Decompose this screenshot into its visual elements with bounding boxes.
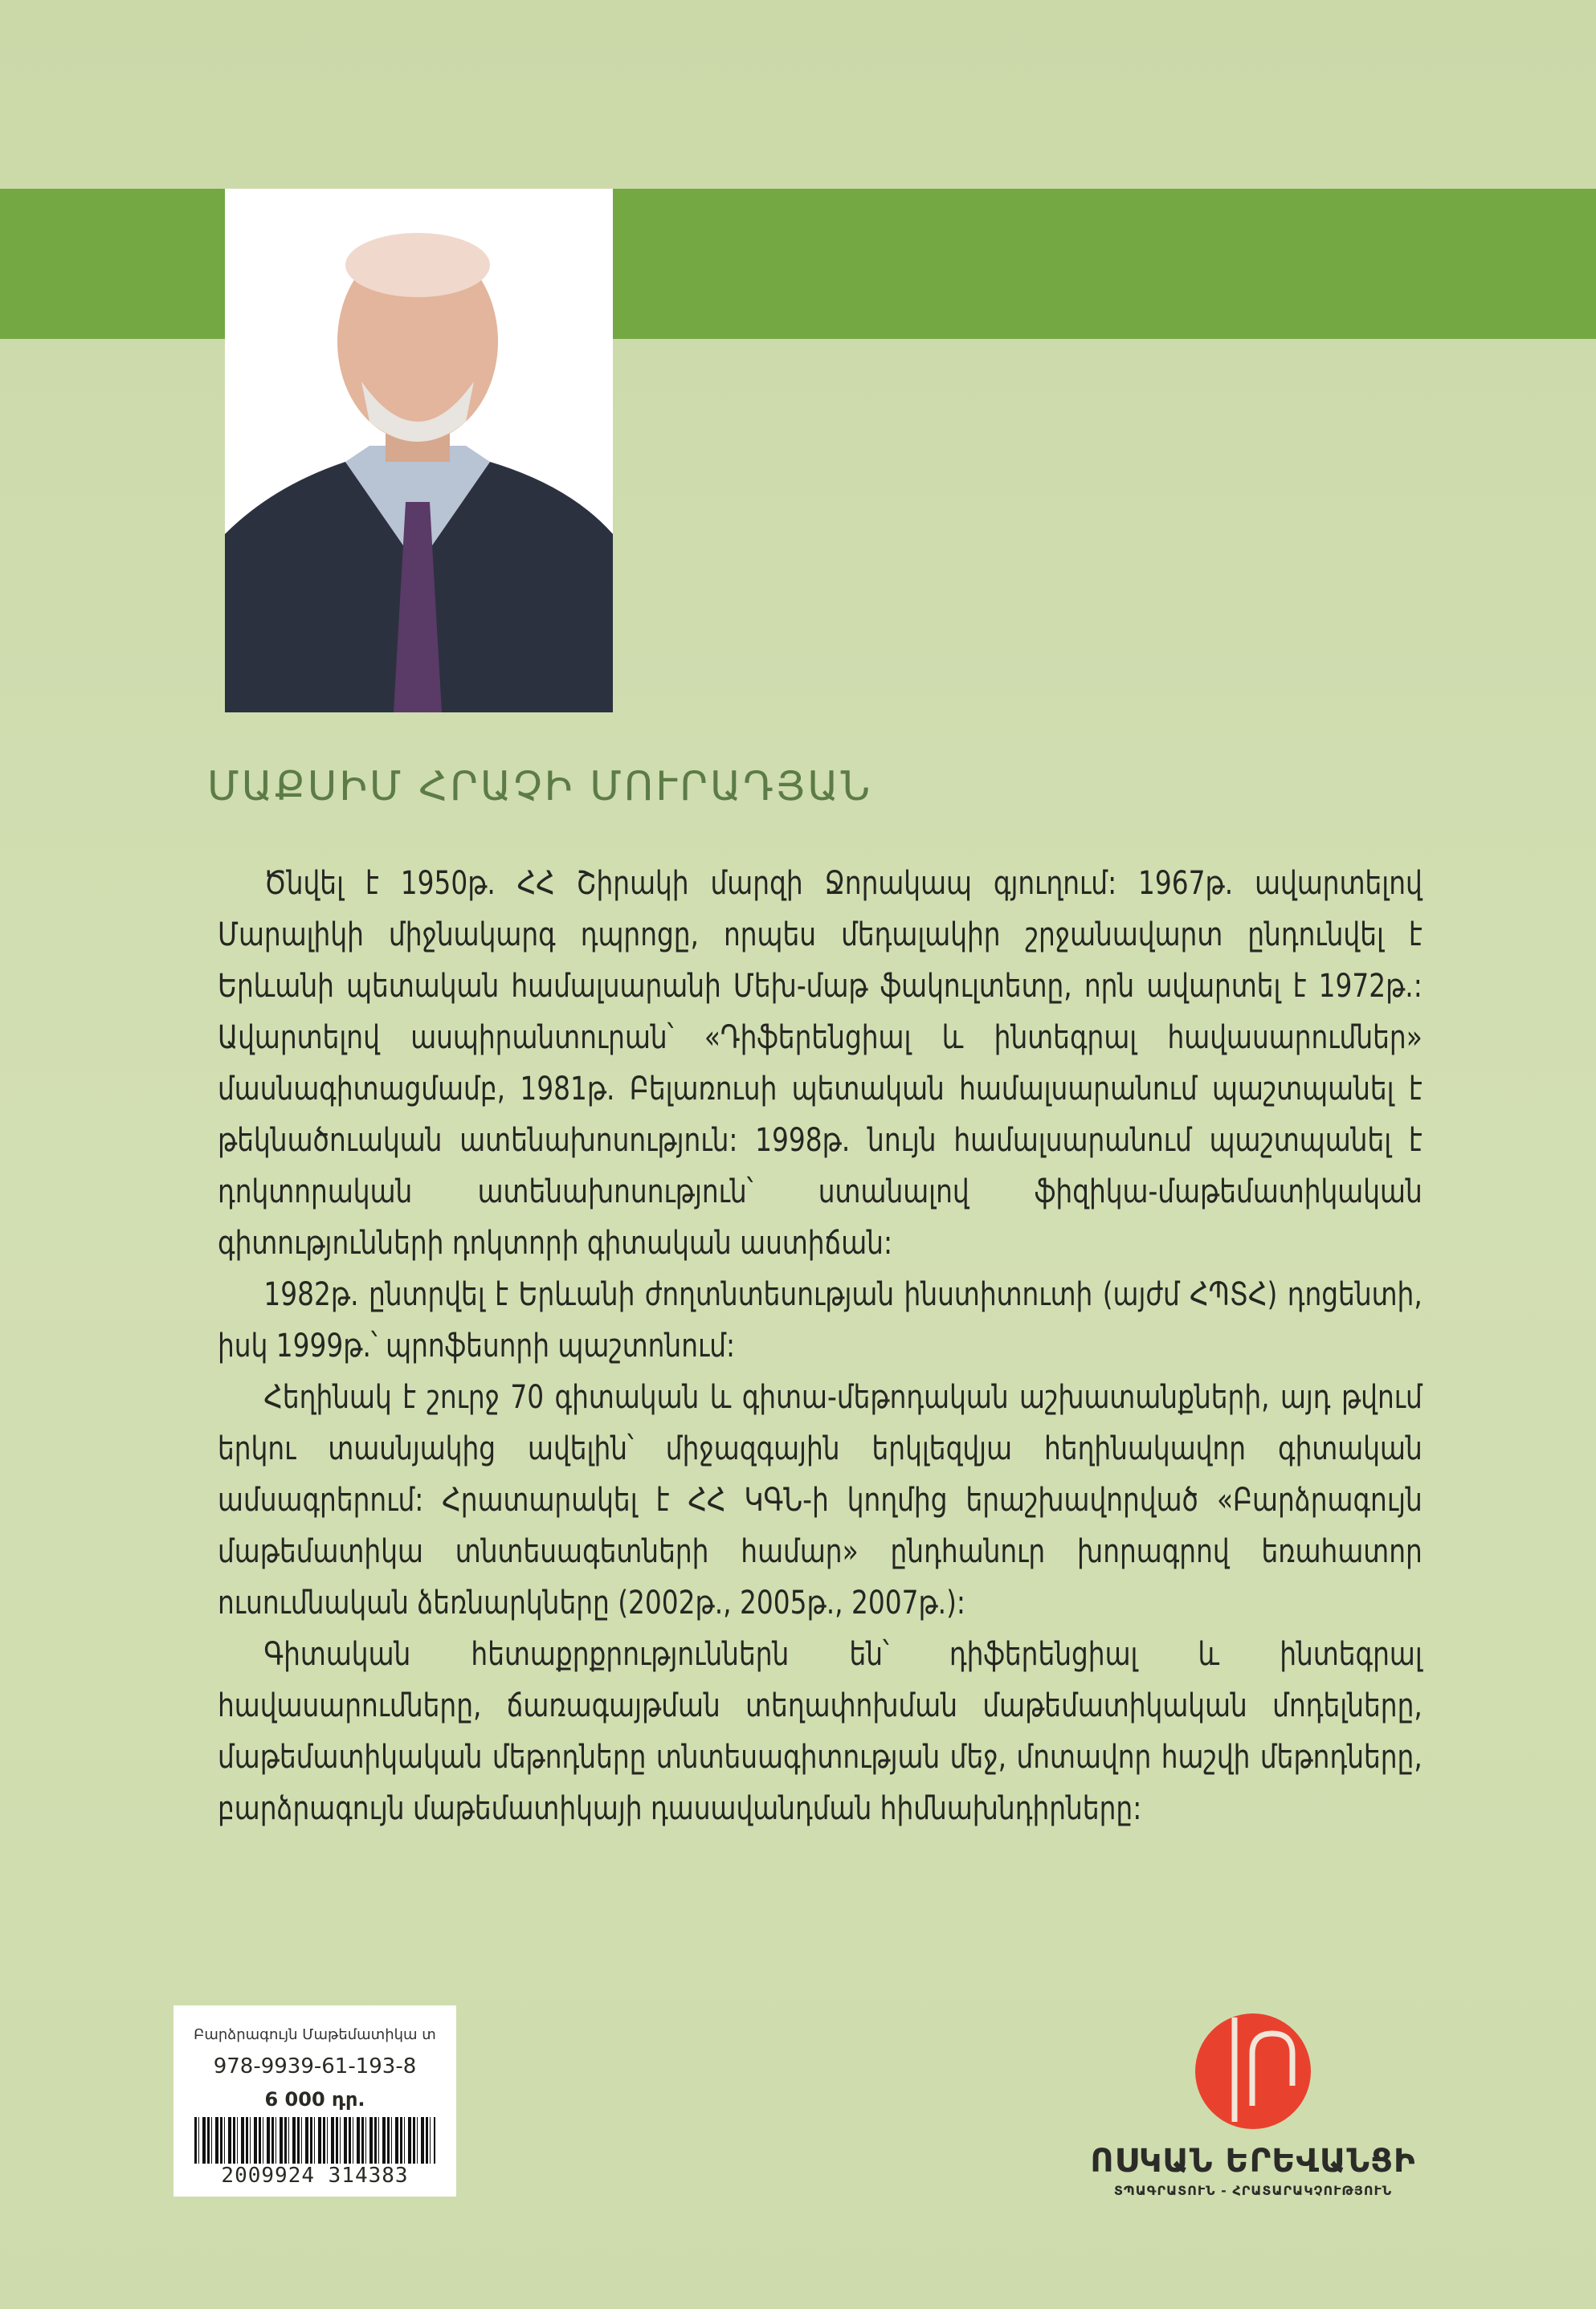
publisher-logo-icon: [1194, 2009, 1312, 2130]
price: 6 000 դր.: [264, 2088, 365, 2111]
bio-paragraph: Գիտական հետաքրքրություններն են՝ դիֆերենցիալ և ինտեգրալ հավասարումները, ճառագայթման տեղափոխման մաթեմատիկական մոդելները, մաթեմատիկական մեթոդները տնտեսագիտության մեջ, մոտավոր հաշվի մեթոդները, բարձրագույն մաթեմատիկայի դասավանդման հիմնախնդիրները:: [218, 1636, 1423, 1827]
isbn: 978-9939-61-193-8: [213, 2054, 417, 2079]
sticker-title: Բարձրագույն Մաթեմատիկա տ: [194, 2026, 436, 2043]
publisher-name: ՈՍԿԱՆ ԵՐԵՎԱՆՑԻ: [1090, 2143, 1416, 2180]
bio-paragraph: Հեղինակ է շուրջ 70 գիտական և գիտա-մեթոդական աշխատանքների, այդ թվում երկու տասնյակից ավելին՝ միջազգային երկլեզվյա հեղինակավոր գիտական ամսագրերում: Հրատարակել է ՀՀ ԿԳՆ-ի կողմից երաշխավորված «Բարձրագույն մաթեմատիկա տնտեսագետների համար» ընդհանուր խորագրով եռահատոր ուսումնական ձեռնարկները (2002թ., 2005թ., 2007թ.):: [218, 1379, 1423, 1622]
bio-paragraph: 1982թ. ընտրվել է Երևանի ժողտնտեսության ինստիտուտի (այժմ ՀՊՏՀ) դոցենտի, իսկ 1999թ.՝ պրոֆեսորի պաշտոնում:: [218, 1276, 1423, 1365]
bio-paragraph: Ծնվել է 1950թ. ՀՀ Շիրակի մարզի Ջորակապ գյուղում: 1967թ. ավարտելով Մարալիկի միջնակարգ դպրոցը, որպես մեդալակիր շրջանավարտ ընդունվել է Երևանի պետական համալսարանի Մեխ-մաթ ֆակուլտետը, որն ավարտել է 1972թ.: Ավարտելով ասպիրանտուրան՝ «Դիֆերենցիալ և ինտեգրալ հավասարումներ» մասնագիտացմամբ, 1981թ. Բելառուսի պետական համալսարանում պաշտպանել է թեկնածուական ատենախոսություն: 1998թ. նույն համալսարանում պաշտպանել է դոկտորական ատենախոսություն՝ ստանալով ֆիզիկա-մաթեմատիկական գիտությունների դոկտորի գիտական աստիճան:: [218, 865, 1423, 1262]
author-photo: [225, 189, 613, 712]
author-name: ՄԱՔՍԻՄ ՀՐԱՉԻ ՄՈՒՐԱԴՅԱՆ: [207, 763, 873, 810]
barcode-number: 2009924 314383: [221, 2164, 409, 2188]
author-biography: [218, 858, 1423, 1834]
barcode-icon: [194, 2117, 435, 2164]
publisher: [1076, 2143, 1430, 2198]
publisher-subtitle: ՏՊԱԳՐԱՏՈՒՆ - ՀՐԱՏԱՐԱԿՉՈՒԹՅՈՒՆ: [1113, 2183, 1393, 2198]
price-sticker: [173, 2005, 456, 2197]
